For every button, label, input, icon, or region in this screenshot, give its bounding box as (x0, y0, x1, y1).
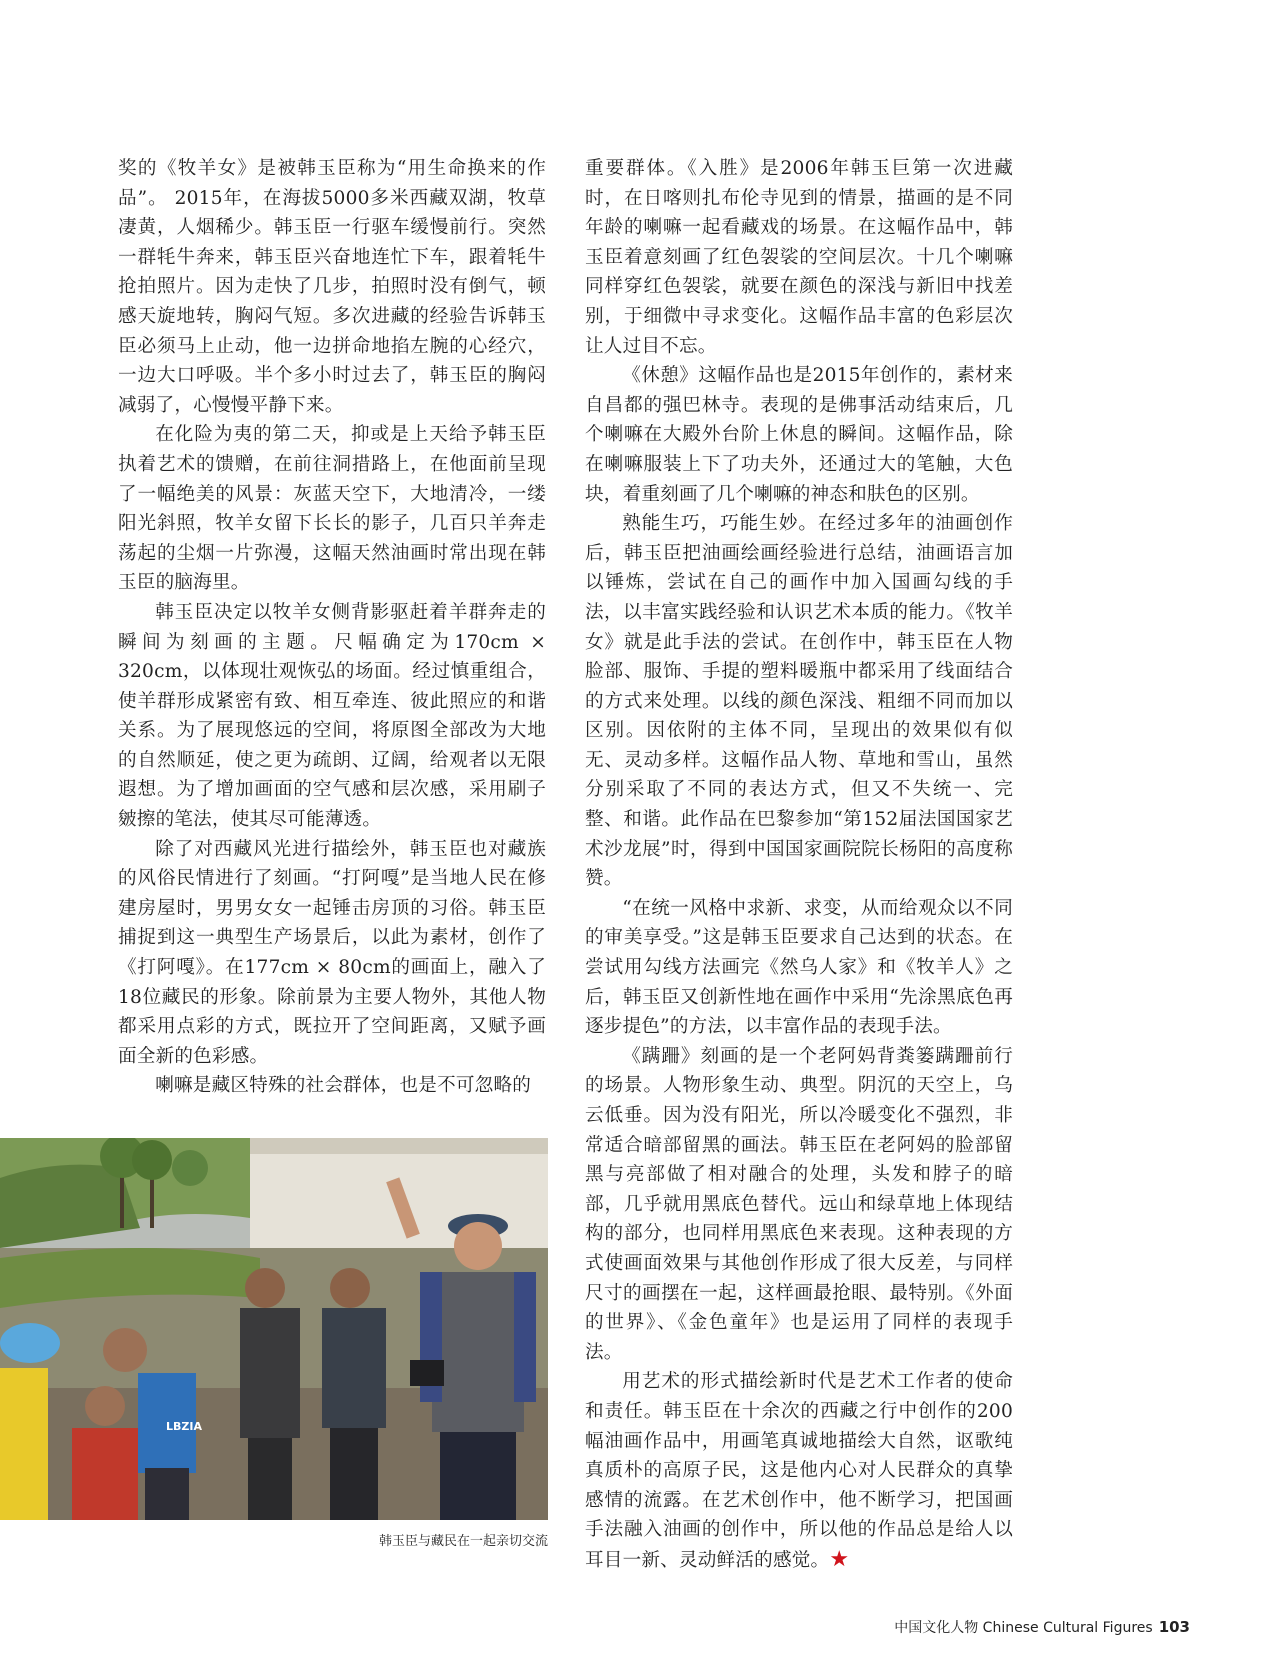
paragraph: 喇嘛是藏区特殊的社会群体，也是不可忽略的 (155, 1075, 532, 1097)
page-number: 103 (1158, 1618, 1190, 1636)
end-star-icon: ★ (829, 1546, 850, 1572)
paragraph-final (585, 1367, 1013, 1575)
paragraph-text: 用艺术的形式描绘新时代是艺术工作者的使命和责任。韩玉臣在十余次的西藏之行中创作的200幅油画作品中，用画笔真诚地描绘大自然，讴歌纯真质朴的高原子民，这是他内心对人民群众的真挚感情的流露。在艺术创作中，他不断学习，把国画手法融入油画的创作中，所以他的作品总是给人以耳目一新、灵动鲜活的感觉。 (585, 1371, 1013, 1571)
paragraph: 《休憩》这幅作品也是2015年创作的，素材来自昌都的强巴林寺。表现的是佛事活动结束后，几个喇嘛在大殿外台阶上休息的瞬间。这幅作品，除在喇嘛服装上下了功夫外，还通过大的笔触，大色块，着重刻画了几个喇嘛的神态和肤色的区别。 (585, 365, 1013, 505)
paragraph: 韩玉臣决定以牧羊女侧背影驱赶着羊群奔走的瞬间为刻画的主题。尺幅确定为170cm × 320cm，以体现壮观恢弘的场面。经过慎重组合，使羊群形成紧密有致、相互牵连、彼此照应的和谐关系。为了展现悠远的空间，将原图全部改为大地的自然顺延，使之更为疏朗、辽阔，给观者以无限遐想。为了增加画面的空气感和层次感，采用刷子皴擦的笔法，使其尽可能薄透。 (118, 601, 546, 831)
magazine-name: 中国文化人物 Chinese Cultural Figures (894, 1620, 1153, 1636)
photo-caption: 韩玉臣与藏民在一起亲切交流 (378, 1534, 548, 1549)
right-column (585, 154, 1013, 1576)
left-column (118, 154, 546, 1101)
shirt-text: LBZIA (166, 1420, 202, 1433)
paragraph: 在化险为夷的第二天，抑或是上天给予韩玉臣执着艺术的馈赠，在前往洞措路上，在他面前呈现了一幅绝美的风景：灰蓝天空下，大地清冷，一缕阳光斜照，牧羊女留下长长的影子，几百只羊奔走荡起的尘烟一片弥漫，这幅天然油画时常出现在韩玉臣的脑海里。 (118, 424, 546, 594)
paragraph: 除了对西藏风光进行描绘外，韩玉臣也对藏族的风俗民情进行了刻画。“打阿嘎”是当地人民在修建房屋时，男男女女一起锤击房顶的习俗。韩玉臣捕捉到这一典型生产场景后，以此为素材，创作了《打阿嘎》。在177cm × 80cm的画面上，融入了18位藏民的形象。除前景为主要人物外，其他人物都采用点彩的方式，既拉开了空间距离，又赋予画面全新的色彩感。 (118, 838, 546, 1067)
photo-illustration (0, 1138, 548, 1520)
paragraph: “在统一风格中求新、求变，从而给观众以不同的审美享受。”这是韩玉臣要求自己达到的状态。在尝试用勾线方法画完《然乌人家》和《牧羊人》之后，韩玉臣又创新性地在画作中采用“先涂黑底色再逐步提色”的方法，以丰富作品的表现手法。 (585, 897, 1013, 1038)
paragraph: 《蹒跚》刻画的是一个老阿妈背粪篓蹒跚前行的场景。人物形象生动、典型。阴沉的天空上，乌云低垂。因为没有阳光，所以冷暖变化不强烈，非常适合暗部留黑的画法。韩玉臣在老阿妈的脸部留黑与亮部做了相对融合的处理，头发和脖子的暗部，几乎就用黑底色替代。远山和绿草地上体现结构的部分，也同样用黑底色来表现。这种表现的方式使画面效果与其他创作形成了很大反差，与同样尺寸的画摆在一起，这样画最抢眼、最特别。《外面的世界》、《金色童年》也是运用了同样的表现手法。 (585, 1045, 1013, 1363)
page-footer (894, 1617, 1190, 1637)
paragraph: 重要群体。《入胜》是2006年韩玉巨第一次进藏时，在日喀则扎布伦寺见到的情景，描画的是不同年龄的喇嘛一起看藏戏的场景。在这幅作品中，韩玉臣着意刻画了红色袈裟的空间层次。十几个喇嘛同样穿红色袈裟，就要在颜色的深浅与新旧中找差别，于细微中寻求变化。这幅作品丰富的色彩层次让人过目不忘。 (585, 158, 1013, 357)
paragraph: 熟能生巧，巧能生妙。在经过多年的油画创作后，韩玉臣把油画绘画经验进行总结，油画语言加以锤炼，尝试在自己的画作中加入国画勾线的手法，以丰富实践经验和认识艺术本质的能力。《牧羊女》就是此手法的尝试。在创作中，韩玉臣在人物脸部、服饰、手提的塑料暖瓶中都采用了线面结合的方式来处理。以线的颜色深浅、粗细不同而加以区别。因依附的主体不同，呈现出的效果似有似无、灵动多样。这幅作品人物、草地和雪山，虽然分别采取了不同的表达方式，但又不失统一、完整、和谐。此作品在巴黎参加“第152届法国国家艺术沙龙展”时，得到中国国家画院院长杨阳的高度称赞。 (585, 513, 1013, 890)
photo (0, 1138, 548, 1520)
paragraph: 奖的《牧羊女》是被韩玉臣称为“用生命换来的作品”。 2015年，在海拔5000多米西藏双湖，牧草凄黄，人烟稀少。韩玉臣一行驱车缓慢前行。突然一群牦牛奔来，韩玉臣兴奋地连忙下车，跟着牦牛抢拍照片。因为走快了几步，拍照时没有倒气，顿感天旋地转，胸闷气短。多次进藏的经验告诉韩玉臣必须马上止动，他一边拼命地掐左腕的心经穴，一边大口呼吸。半个多小时过去了，韩玉臣的胸闷减弱了，心慢慢平静下来。 (118, 158, 546, 416)
